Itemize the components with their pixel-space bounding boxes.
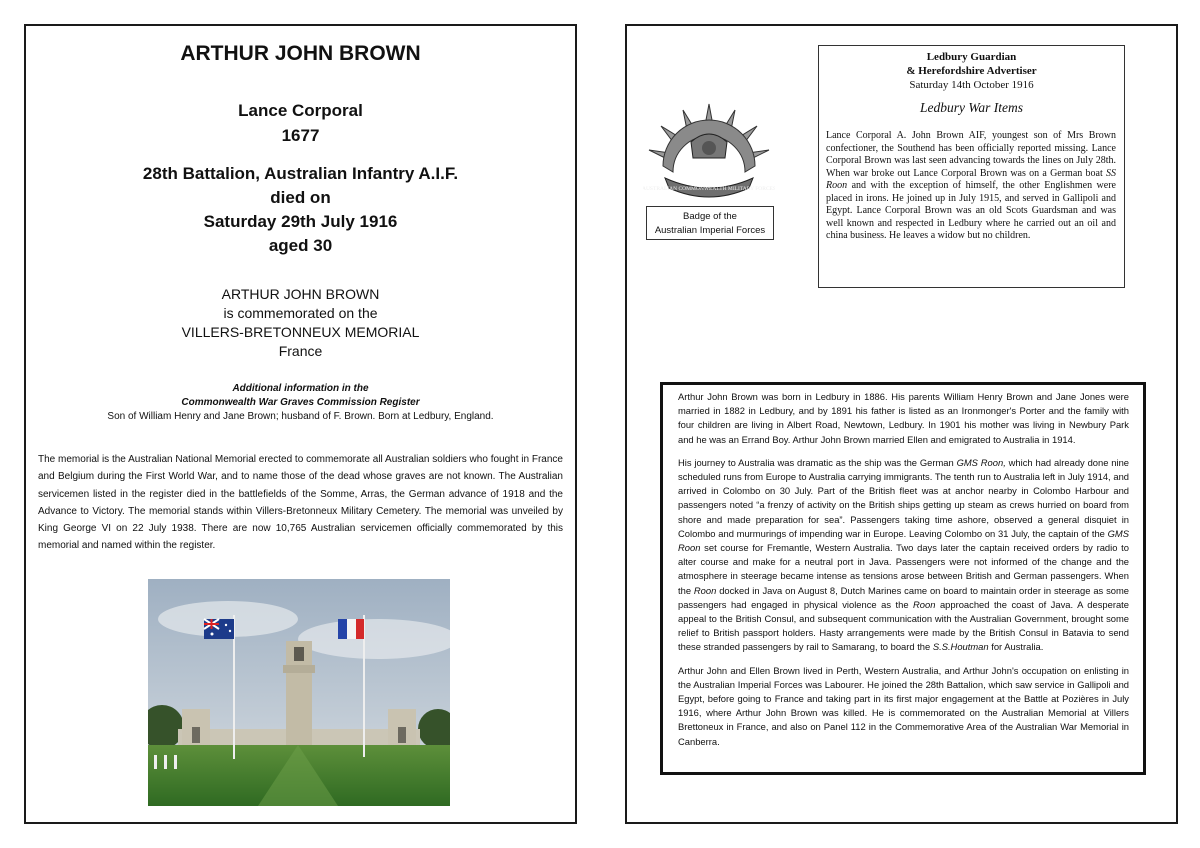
- rank-block: [26, 98, 575, 148]
- badge-caption-line-2: Australian Imperial Forces: [654, 225, 766, 236]
- unit-block: [26, 162, 575, 258]
- memorial-paragraph: The memorial is the Australian National Memorial erected to commemorate all Australian soldiers who fought in France and Belgium during the First World War, and to name those of the dead whose graves are not known. The Australian servicemen listed in the register died in the battlefields of the Somme, Arras, the German advance of 1918 and the Advance to Victory. The memorial stands within Villers-Bretonneux Military Cemetery. The memorial was unveiled by King George VI on 22 July 1938. There are now 10,765 Australian servicemen officially commemorated by this memorial and named within the register.: [38, 454, 563, 552]
- death-date: Saturday 29th July 1916: [203, 212, 398, 231]
- memorial-photo: [148, 579, 450, 806]
- memorial-name: VILLERS-BRETONNEUX MEMORIAL: [181, 324, 420, 340]
- bio-paragraph-3: Arthur John and Ellen Brown lived in Perth, Western Australia, and Arthur John's occupation on enlisting in the Australian Imperial Forces was Labourer. He joined the 28th Battalion, which saw service in Gallipoli and Egypt, before going to France and taking part in its first major engagement at the Battle at Pozières in July 1916, where Arthur John Brown was killed. He is commemorated on the Australian Memorial at Villers Brettoneux in France, and also on Panel 112 in the Commemorative Area of the Australian War Memorial in Canberra.: [678, 664, 1129, 747]
- additional-heading-1: Additional information in the: [232, 383, 369, 394]
- commemoration-block: [26, 285, 575, 361]
- additional-heading-2: Commonwealth War Graves Commission Register: [181, 397, 420, 408]
- left-page: [24, 24, 577, 824]
- rising-sun-badge-icon: [643, 96, 775, 208]
- unit: 28th Battalion, Australian Infantry A.I.F.: [142, 164, 459, 183]
- svg-text:AUSTRALIAN COMMONWEALTH MILITA: AUSTRALIAN COMMONWEALTH MILITARY FORCES: [643, 186, 775, 192]
- died-on: died on: [270, 188, 331, 207]
- additional-info: [26, 382, 575, 424]
- newspaper-name-1: Ledbury Guardian: [926, 51, 1017, 63]
- newspaper-section: Ledbury War Items: [920, 100, 1023, 115]
- service-number: 1677: [281, 126, 320, 145]
- bio-paragraph-1: Arthur John Brown was born in Ledbury in 1886. His parents William Henry Brown and Jane Jones were married in 1882 in Ledbury, and by 1891 his father is listed as an Ironmonger's Porter and the family with four children are living in Albert Road, Newtown, Ledbury. In 1901 his mother was living in Newbury Park and he was an Errand Boy. Arthur John Brown married Ellen and emigrated to Australia in 1914.: [678, 391, 1129, 445]
- age: aged 30: [268, 236, 333, 255]
- newspaper-date: Saturday 14th October 1916: [909, 79, 1034, 91]
- newspaper-clipping: [818, 45, 1125, 288]
- commemoration-name: ARTHUR JOHN BROWN: [221, 286, 380, 302]
- newspaper-name-2: & Herefordshire Advertiser: [906, 65, 1037, 77]
- australian-flag-icon: [204, 619, 234, 639]
- commemoration-line: is commemorated on the: [223, 305, 378, 321]
- soldier-name: ARTHUR JOHN BROWN: [180, 42, 421, 65]
- additional-text: Son of William Henry and Jane Brown; husband of F. Brown. Born at Ledbury, England.: [107, 411, 494, 422]
- bio-paragraph-2: His journey to Australia was dramatic as the ship was the German GMS Roon, which had already done nine scheduled runs from Europe to Australia carrying immigrants. The tenth run to Australia left in July 1914, and arrived in Colombo on 30 July. Part of the British fleet was at anchor nearby in Colombo Harbour and passengers noted “a frenzy of activity on the British ships getting up steam as crews hurried on board from shore and made preparation for sea”. Passengers taking time ashore, observed a general disquiet in Colombo and murmurings of impending war in Europe. Leaving Colombo on 31 July, the captain of the GMS Roon set course for Fremantle, Western Australia. Two days later the captain received orders by radio to alter course and make for a neutral port in Java. Passengers were not informed of the change and the atmosphere in steerage became intense as tensions arose between British and German passengers. When the Roon docked in Java on August 8, Dutch Marines came on board to maintain order in steerage as some passengers had engaged in physical violence as the Roon approached the coast of Java. A desperate appeal to the British Consul, and subsequent communication with the Australian Government, brought some relief to British passport holders. Hasty arrangements were made by the British Consul in Batavia to send these stranded passengers by rail to Samarang, to board the S.S.Houtman for Australia.: [678, 456, 1130, 653]
- rank: Lance Corporal: [238, 101, 363, 120]
- country: France: [278, 343, 323, 359]
- biography-box: [660, 382, 1146, 775]
- memorial-photo-image: [148, 579, 450, 806]
- badge-caption-line-1: Badge of the: [683, 211, 737, 222]
- newspaper-body: Lance Corporal A. John Brown AIF, youngest son of Mrs Brown confectioner, the Southend has been officially reported missing. Lance Corporal Brown was last seen advancing towards the lines on July 28th. When war broke out Lance Corporal Brown was on a German boat SS Roon and with the exception of himself, the other Englishmen were placed in irons. He joined up in July 1915, and served in Gallipoli and Egypt. Lance Corporal Brown was an old Scots Guardsman and was well known and respected in Ledbury where he carried out an oil and china business. He leaves a widow but no children.: [826, 130, 1116, 241]
- french-flag-icon: [338, 619, 364, 639]
- badge-caption: [646, 206, 774, 240]
- right-page: [625, 24, 1178, 824]
